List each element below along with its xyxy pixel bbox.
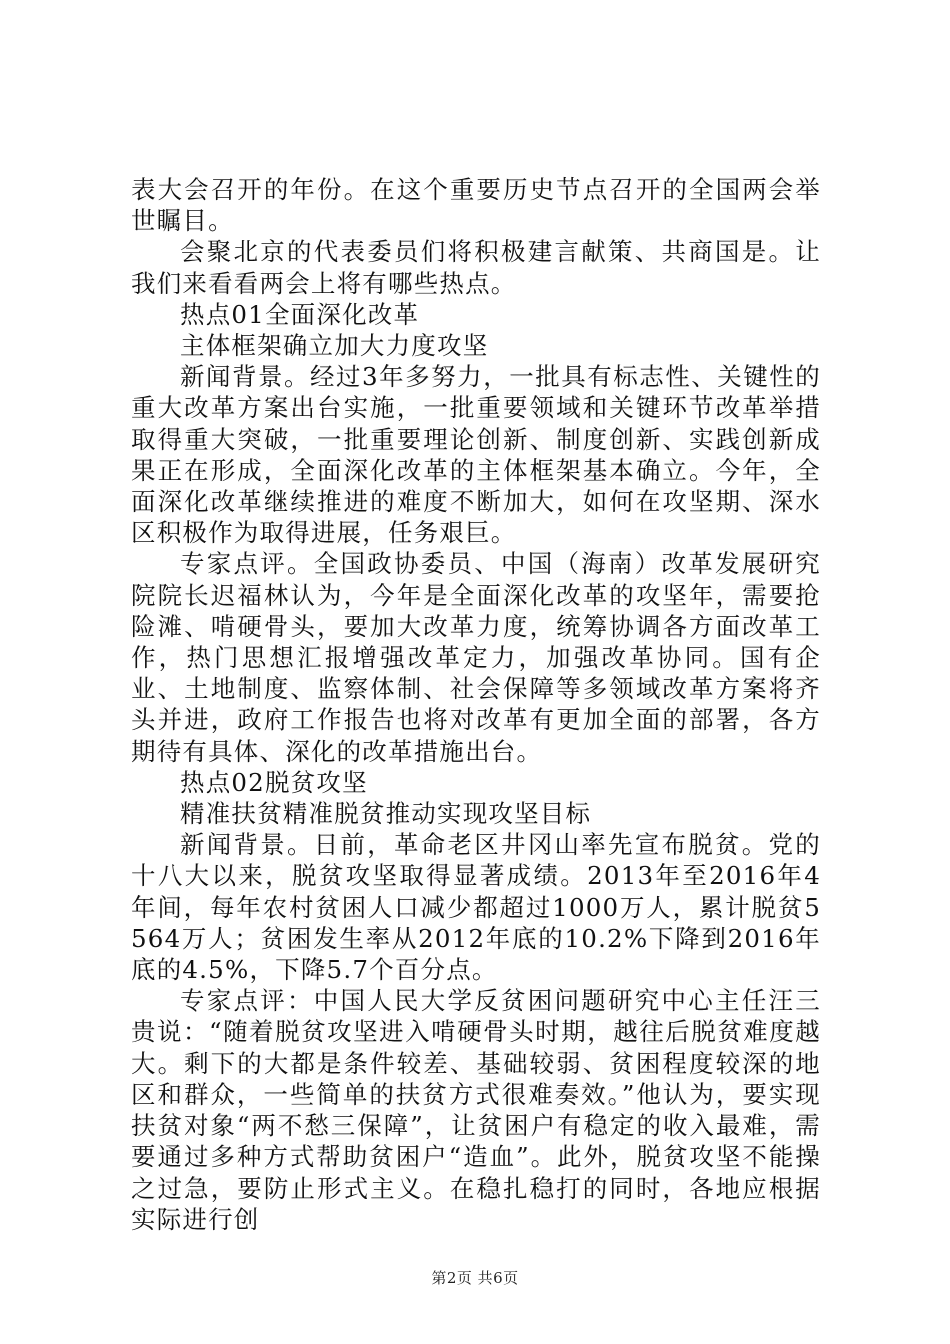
page-number-footer: 第2页 共6页	[431, 1269, 519, 1287]
section-heading-hotspot-01: 热点01全面深化改革	[180, 299, 420, 329]
paragraph-news-background-01: 新闻背景。经过3年多努力，一批具有标志性、关键性的重大改革方案出台实施，一批重要领域和关键环节改革举措取得重大突破，一批重要理论创新、制度创新、实践创新成果正在形成，全面深化改革的主体框架基本确立。今年，全面深化改革继续推进的难度不断加大，如何在攻坚期、深水区积极作为取得进展，任务艰巨。	[131, 362, 821, 548]
document-body	[131, 174, 821, 1235]
section-subheading-hotspot-01: 主体框架确立加大力度攻坚	[180, 331, 489, 361]
paragraph-news-background-02: 新闻背景。日前，革命老区井冈山率先宣布脱贫。党的十八大以来，脱贫攻坚取得显著成绩。2013年至2016年4年间，每年农村贫困人口减少都超过1000万人，累计脱贫5564万人；贫困发生率从2012年底的10.2%下降到2016年底的4.5%，下降5.7个百分点。	[131, 830, 821, 985]
paragraph-intro: 会聚北京的代表委员们将积极建言献策、共商国是。让我们来看看两会上将有哪些热点。	[131, 237, 821, 298]
paragraph-continuation: 表大会召开的年份。在这个重要历史节点召开的全国两会举世瞩目。	[131, 175, 821, 236]
section-heading-hotspot-02: 热点02脱贫攻坚	[180, 767, 368, 797]
paragraph-expert-comment-02: 专家点评：中国人民大学反贫困问题研究中心主任汪三贵说：“随着脱贫攻坚进入啃硬骨头时期，越往后脱贫难度越大。剩下的大都是条件较差、基础较弱、贫困程度较深的地区和群众，一些简单的扶贫方式很难奏效。”他认为，要实现扶贫对象“两不愁三保障”，让贫困户有稳定的收入最难，需要通过多种方式帮助贫困户“造血”。此外，脱贫攻坚不能操之过急，要防止形式主义。在稳扎稳打的同时，各地应根据实际进行创	[131, 986, 821, 1234]
section-subheading-hotspot-02: 精准扶贫精准脱贫推动实现攻坚目标	[180, 799, 592, 829]
paragraph-expert-comment-01: 专家点评。全国政协委员、中国（海南）改革发展研究院院长迟福林认为，今年是全面深化改革的攻坚年，需要抢险滩、啃硬骨头，要加大改革力度，统筹协调各方面改革工作，热门思想汇报增强改革定力，加强改革协同。国有企业、土地制度、监察体制、社会保障等多领域改革方案将齐头并进，政府工作报告也将对改革有更加全面的部署，各方期待有具体、深化的改革措施出台。	[131, 549, 821, 766]
